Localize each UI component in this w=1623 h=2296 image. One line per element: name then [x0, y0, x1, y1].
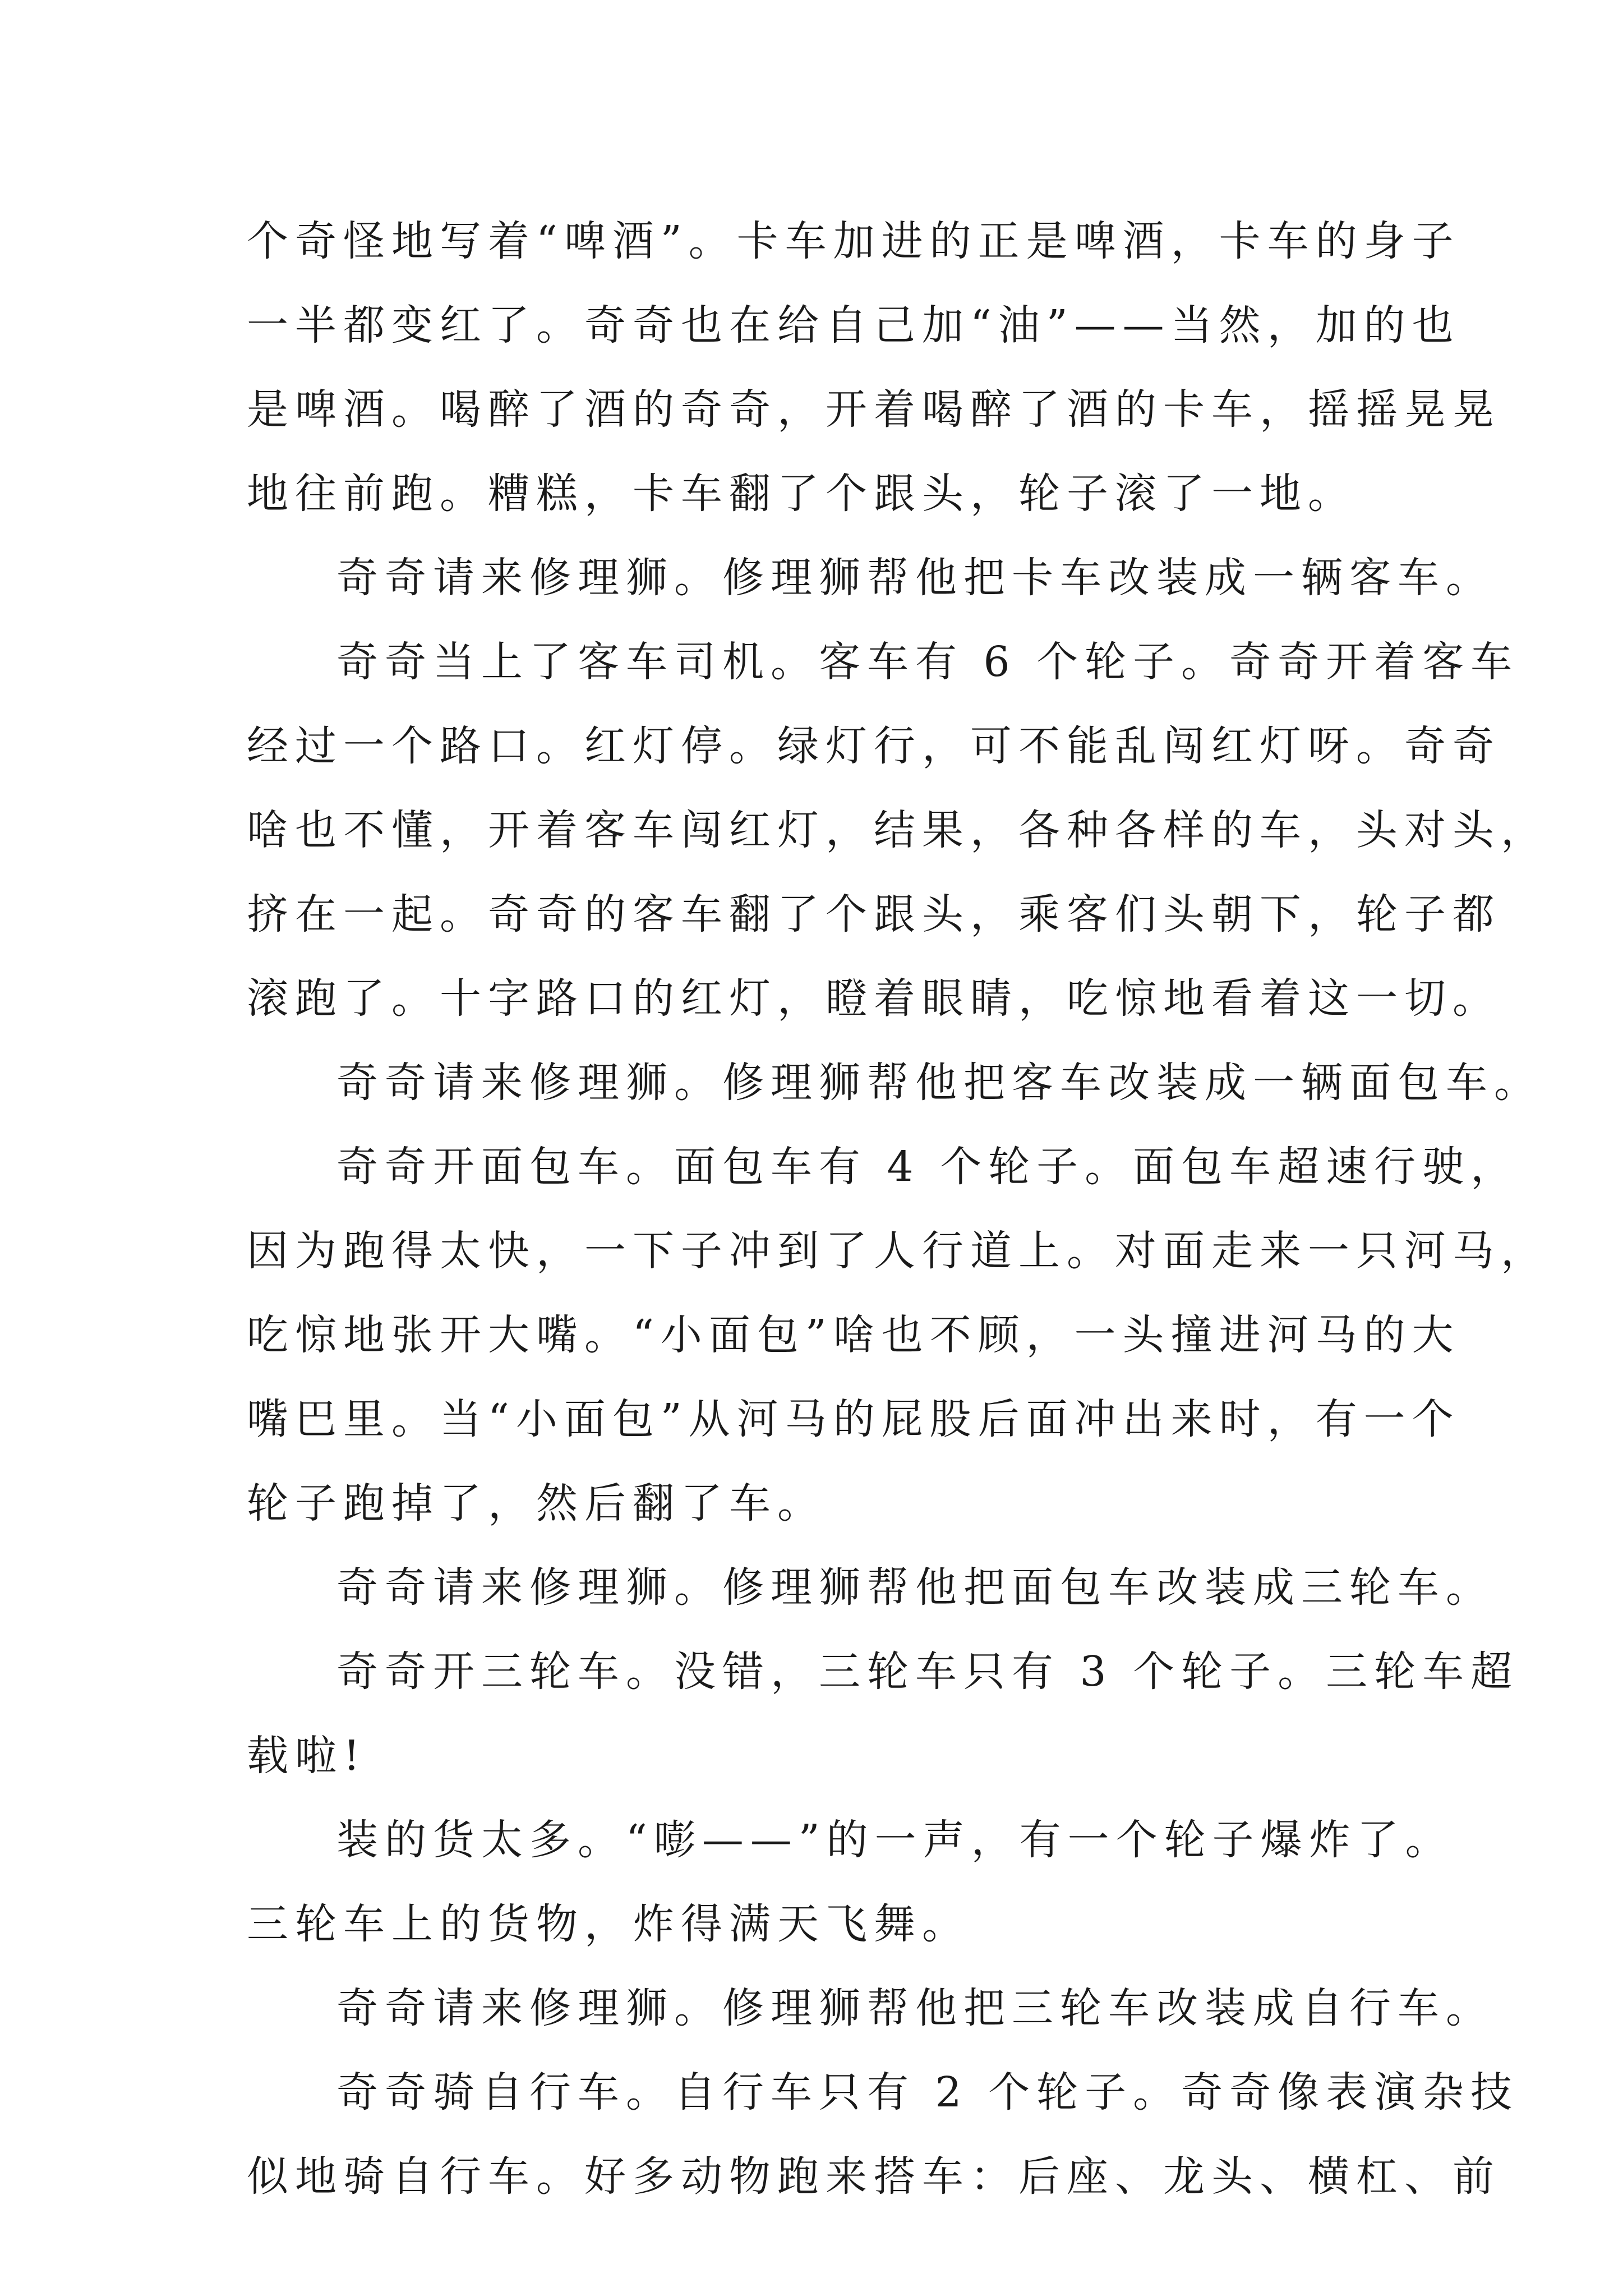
text-line: 地往前跑。糟糕，卡车翻了个跟头，轮子滚了一地。	[247, 470, 1356, 518]
paragraph-start-line: 奇奇开三轮车。没错，三轮车只有 3 个轮子。三轮车超	[336, 1648, 1519, 1696]
text-line: 啥也不懂，开着客车闯红灯，结果，各种各样的车，头对头，	[247, 806, 1549, 854]
text-line: 载啦!	[247, 1732, 367, 1780]
text-line: 三轮车上的货物，炸得满天飞舞。	[247, 1900, 970, 1948]
document-text	[247, 199, 1549, 2219]
text-line: 挤在一起。奇奇的客车翻了个跟头，乘客们头朝下，轮子都	[247, 890, 1501, 938]
paragraph-start-line: 奇奇请来修理狮。修理狮帮他把面包车改装成三轮车。	[336, 1563, 1494, 1612]
paragraph-start-line: 奇奇骑自行车。自行车只有 2 个轮子。奇奇像表演杂技	[336, 2068, 1519, 2116]
text-line: 一半都变红了。奇奇也在给自己加“油”——当然，加的也	[247, 301, 1460, 349]
text-line: 嘴巴里。当“小面包”从河马的屁股后面冲出来时，有一个	[247, 1395, 1460, 1443]
text-line: 吃惊地张开大嘴。“小面包”啥也不顾，一头撞进河马的大	[247, 1311, 1460, 1359]
text-line: 滚跑了。十字路口的红灯，瞪着眼睛，吃惊地看着这一切。	[247, 974, 1501, 1023]
text-line: 轮子跑掉了，然后翻了车。	[247, 1479, 826, 1527]
paragraph-start-line: 奇奇请来修理狮。修理狮帮他把三轮车改装成自行车。	[336, 1984, 1494, 2032]
text-line: 因为跑得太快，一下子冲到了人行道上。对面走来一只河马，	[247, 1227, 1549, 1275]
text-line: 似地骑自行车。好多动物跑来搭车：后座、龙头、横杠、前	[247, 2152, 1501, 2201]
paragraph-start-line: 奇奇请来修理狮。修理狮帮他把客车改装成一辆面包车。	[336, 1059, 1542, 1107]
text-line: 个奇怪地写着“啤酒”。卡车加进的正是啤酒，卡车的身子	[247, 217, 1460, 265]
text-line: 是啤酒。喝醉了酒的奇奇，开着喝醉了酒的卡车，摇摇晃晃	[247, 385, 1501, 434]
paragraph-start-line: 奇奇请来修理狮。修理狮帮他把卡车改装成一辆客车。	[336, 554, 1494, 602]
text-line: 经过一个路口。红灯停。绿灯行，可不能乱闯红灯呀。奇奇	[247, 722, 1501, 770]
paragraph-start-line: 奇奇当上了客车司机。客车有 6 个轮子。奇奇开着客车	[336, 638, 1519, 686]
paragraph-start-line: 装的货太多。“嘭——”的一声，有一个轮子爆炸了。	[336, 1816, 1454, 1864]
paragraph-start-line: 奇奇开面包车。面包车有 4 个轮子。面包车超速行驶，	[336, 1143, 1519, 1191]
